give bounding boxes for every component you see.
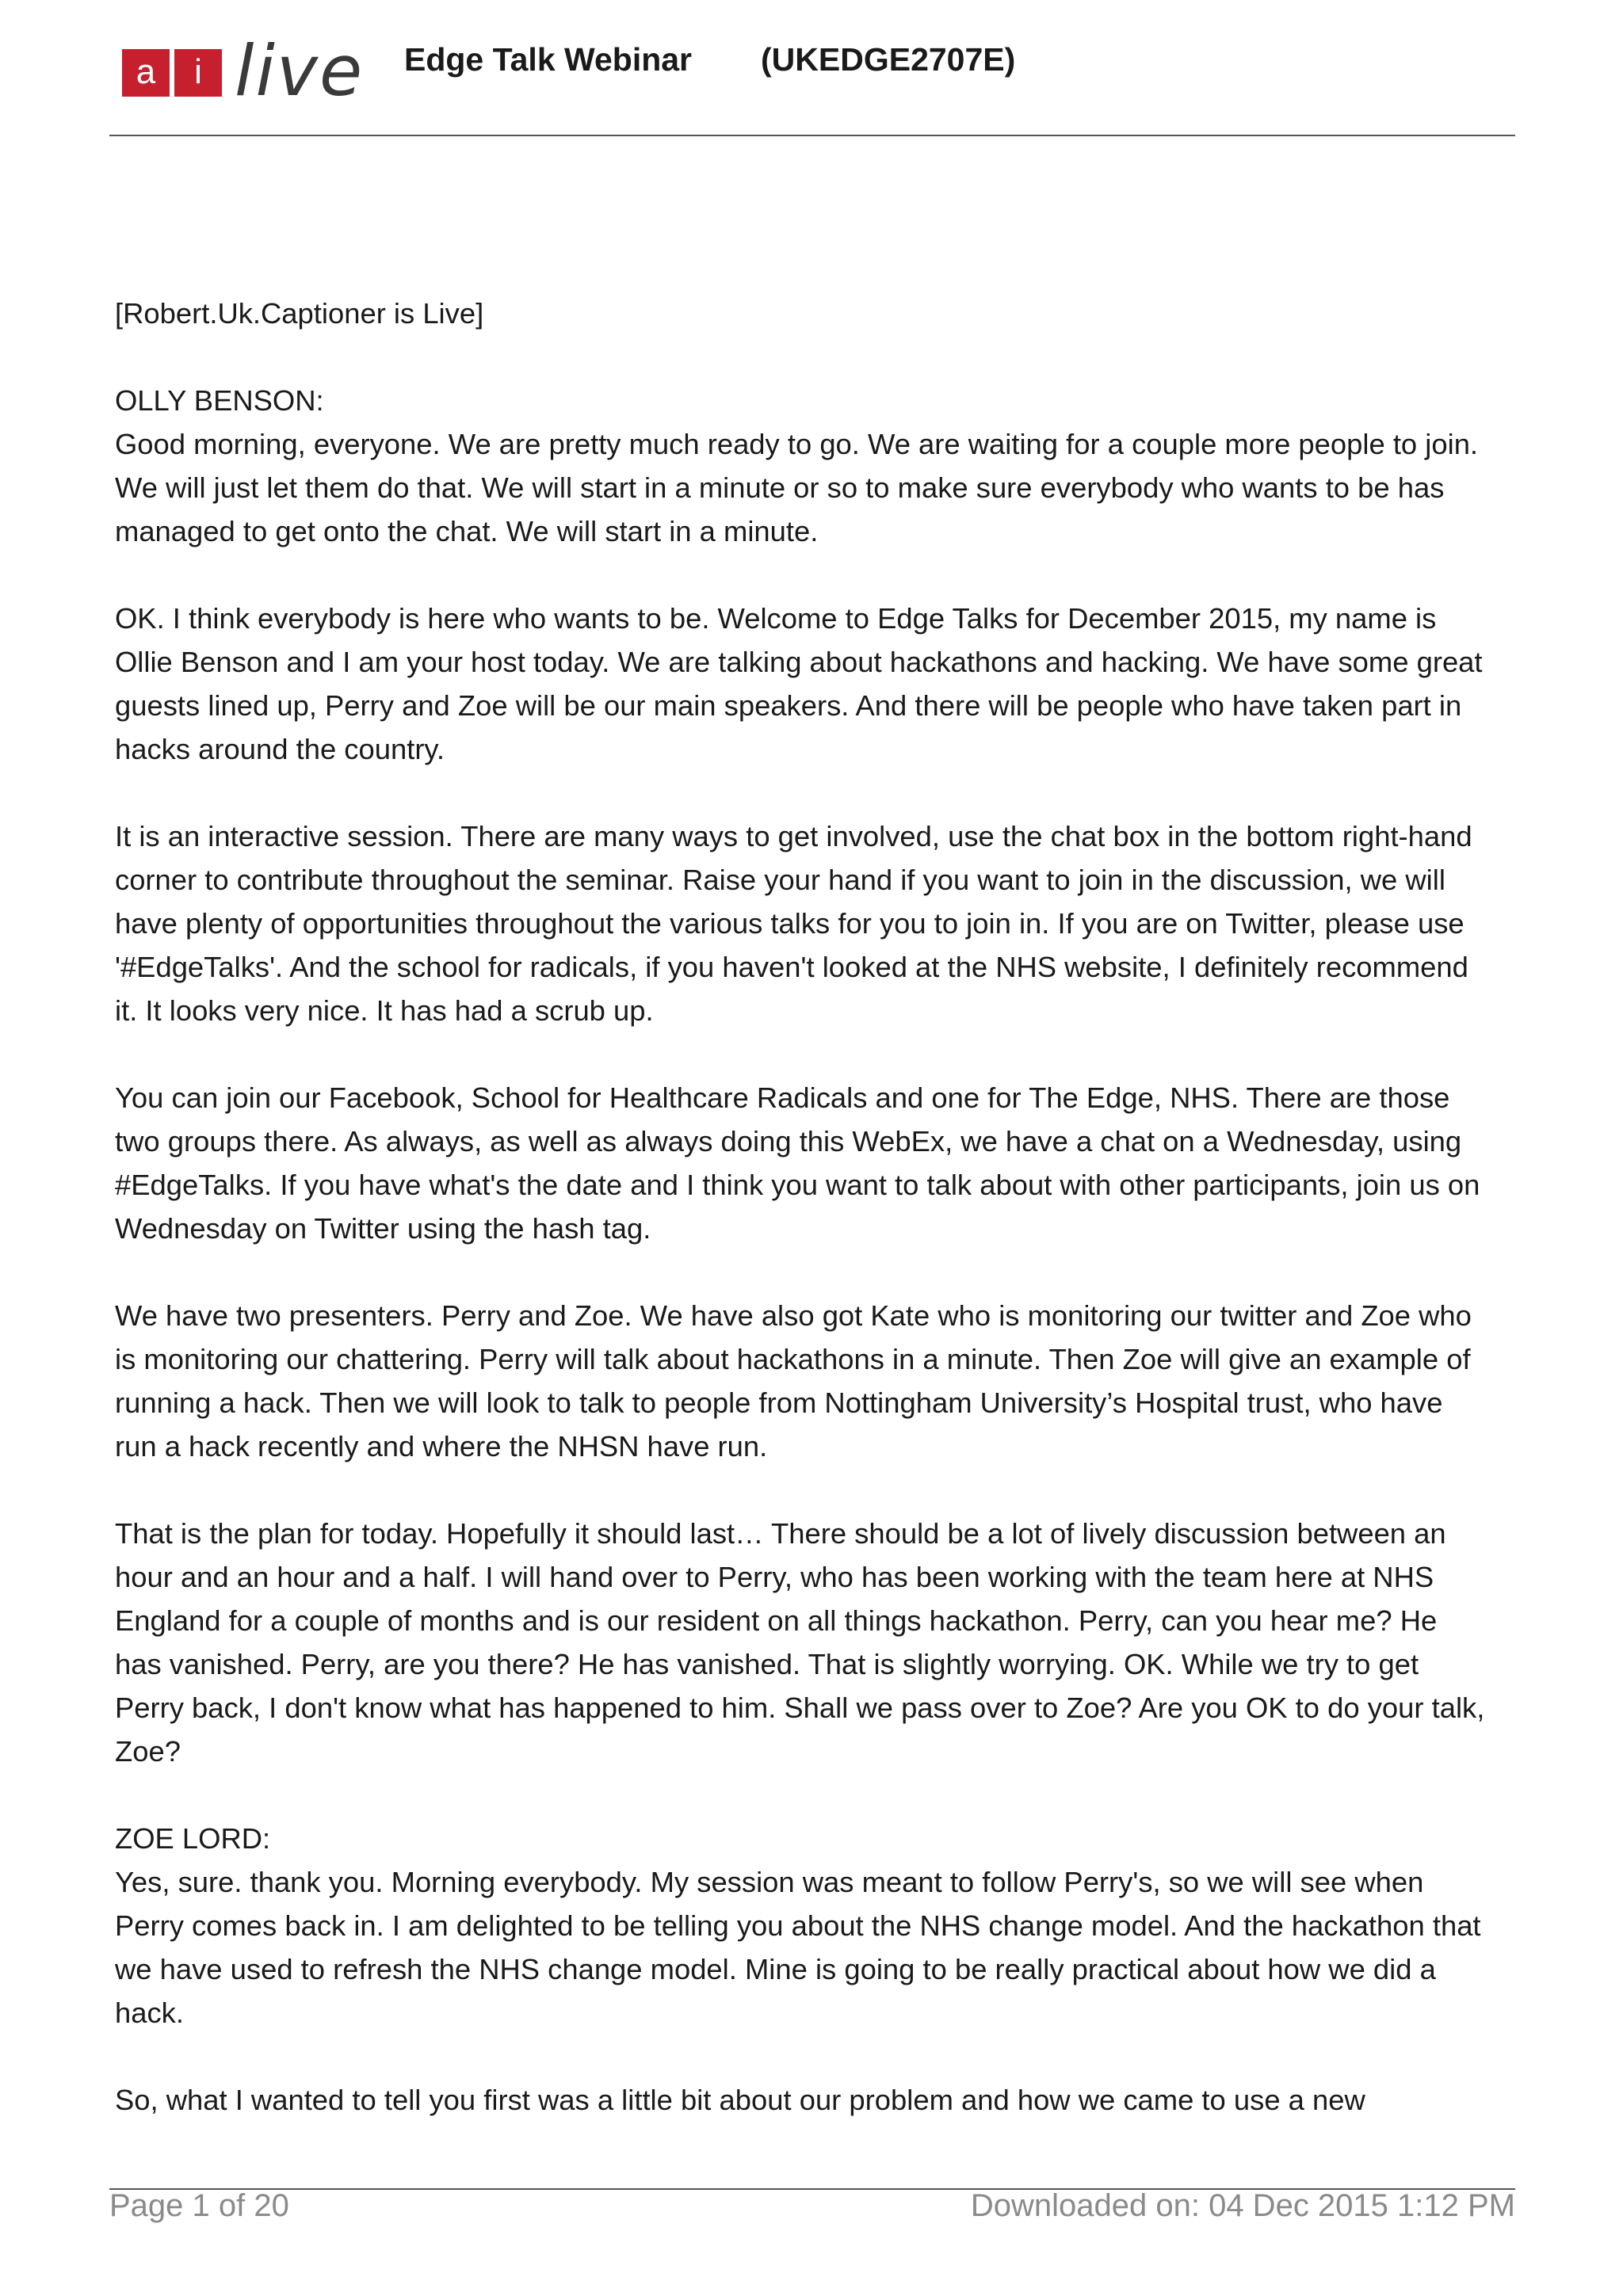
logo-box-i: i <box>174 49 222 97</box>
page-header <box>0 0 1623 136</box>
logo-box-a: a <box>122 49 170 97</box>
transcript-paragraph: We have two presenters. Perry and Zoe. We have also got Kate who is monitoring our twitter and Zoe who is monitoring our chattering. Perry will talk about hackathons in a minute. Then Zoe will give an example of running a hack. Then we will look to talk to people from Nottingham University’s Hospital trust, who have run a hack recently and where the NHSN have run. <box>115 1299 1472 1463</box>
transcript-paragraph: OK. I think everybody is here who wants to be. Welcome to Edge Talks for December 2015, my name is Ollie Benson and I am your host today. We are talking about hackathons and hacking. We have some great guests lined up, Perry and Zoe will be our main speakers. And there will be people who have taken part in hacks around the country. <box>115 602 1483 765</box>
transcript-body <box>115 292 1486 2165</box>
download-timestamp: Downloaded on: 04 Dec 2015 1:12 PM <box>970 2188 1515 2223</box>
page-number: Page 1 of 20 <box>109 2188 289 2223</box>
transcript-paragraph: You can join our Facebook, School for Healthcare Radicals and one for The Edge, NHS. There are those two groups there. As always, as well as always doing this WebEx, we have a chat on a Wednesday, using #EdgeTalks. If you have what's the date and I think you want to talk about with other participants, join us on Wednesday on Twitter using the hash tag. <box>115 1081 1480 1245</box>
speaker-label-zoe: ZOE LORD: <box>115 1822 271 1855</box>
transcript-paragraph: That is the plan for today. Hopefully it should last… There should be a lot of lively discussion between an hour and an hour and a half. I will hand over to Perry, who has been working with the team here at NHS England for a couple of months and is our resident on all things hackathon. Perry, can you hear me? He has vanished. Perry, are you there? He has vanished. That is slightly worrying. OK. While we try to get Perry back, I don't know what has happened to him. Shall we pass over to Zoe? Are you OK to do your talk, Zoe? <box>115 1517 1485 1768</box>
session-code: (UKEDGE2707E) <box>761 41 1016 78</box>
speaker-label-olly: OLLY BENSON: <box>115 384 324 417</box>
transcript-paragraph: So, what I wanted to tell you first was a little bit about our problem and how we came to use a new <box>115 2084 1365 2116</box>
transcript-paragraph: Yes, sure. thank you. Morning everybody. My session was meant to follow Perry's, so we will see when Perry comes back in. I am delighted to be telling you about the NHS change model. And the hackathon that we have used to refresh the NHS change model. Mine is going to be really practical about how we did a hack. <box>115 1866 1481 2029</box>
logo-live-word: live <box>235 30 365 112</box>
transcript-paragraph: It is an interactive session. There are many ways to get involved, use the chat box in the bottom right-hand corner to contribute throughout the seminar. Raise your hand if you want to join in the discussion, we will have plenty of opportunities throughout the various talks for you to join in. If you are on Twitter, please use '#EdgeTalks'. And the school for radicals, if you haven't looked at the NHS website, I definitely recommend it. It looks very nice. It has had a scrub up. <box>115 820 1472 1027</box>
captioner-status: [Robert.Uk.Captioner is Live] <box>115 297 484 330</box>
document-title: Edge Talk Webinar <box>404 41 693 78</box>
transcript-paragraph: Good morning, everyone. We are pretty much ready to go. We are waiting for a couple more people to join. We will just let them do that. We will start in a minute or so to make sure everybody who wants to be has managed to get onto the chat. We will start in a minute. <box>115 428 1479 547</box>
header-divider <box>109 135 1515 136</box>
